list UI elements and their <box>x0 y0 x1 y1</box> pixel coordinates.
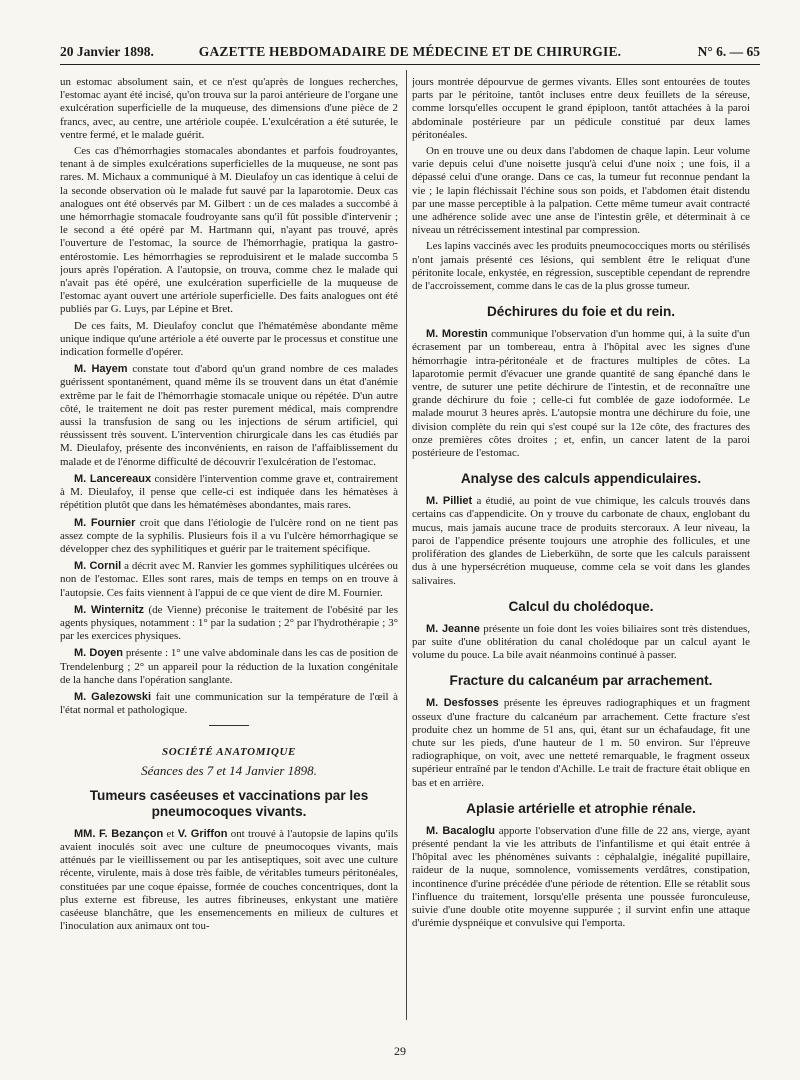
speaker-name: M. Hayem <box>74 363 128 376</box>
society-heading: SOCIÉTÉ ANATOMIQUE <box>162 746 296 759</box>
speaker-name: M. Pilliet <box>426 495 473 508</box>
section-heading-calcaneum: Fracture du calcanéum par arrachement. <box>449 673 713 689</box>
paragraph: Les lapins vaccinés avec les produits pneumococciques morts ou stérilisés n'ont jamais présenté ces lésions, qui semblent être le reliquat d'une péritonite locale, enkystée, en régression, susceptible cependant de reprendre de l'accroissement, comme dans le cas de la plus grosse tumeur. <box>412 240 750 293</box>
speaker-name: M. Desfosses <box>426 697 499 710</box>
speaker-paragraph-morestin <box>412 328 750 460</box>
speaker-text: présente un foie dont les voies biliaires sont très distendues, par suite d'une oblitération du canal cholédoque par un calcul ayant le volume du pouce. La bile avait néanmoins continué à passer. <box>412 622 750 662</box>
speaker-name: M. Bacaloglu <box>426 824 495 837</box>
speaker-text: fait une communication sur la température de l'œil à l'état normal et pathologique. <box>60 690 398 717</box>
speaker-text: ont trouvé à l'autopsie de lapins qu'ils avaient inoculés soit avec une culture de pneumocoques vivants, mais atténués par le vieillissement ou par les antiseptiques, soit avec une culture récente, virulente, mais à dose très faible, de véritables tumeurs péritonéales, constituées par une coque épaisse, formée de couches concentriques, dont la plus externe est fibreuse, les autres fibrineuses, enkystant une matière caséeuse blanchâtre, que les ensemencements en milieux de cultures et l'inoculation aux animaux ont tou- <box>60 827 398 933</box>
speaker-text: communique l'observation d'un homme qui, à la suite d'un écrasement par un tombereau, entra à l'hôpital avec les signes d'une hémorrhagie intra-péritonéale et de fractures multiples de côtes. La laparotomie permit d'évacuer une grande quantité de sang épanché dans le ventre, de suturer une petite déchirure de l'intestin, et de reconnaître une grande déchirure du foie ; celle-ci fut comblée de gaze iodoformée. Le malade mourut 3 heures après. L'autopsie montra une déchirure du foie, une division complète du rein qui s'est coupé sur la 12e côte, des fractures des onze premières côtes droites ; et, enfin, un cancer latent de la paroi postérieure de l'estomac. <box>412 328 750 460</box>
running-header <box>60 40 760 65</box>
speaker-name: M. Jeanne <box>426 622 480 635</box>
speaker-name: M. Lancereaux <box>74 472 152 485</box>
speaker-text: croit que dans l'étiologie de l'ulcère rond on ne tient pas assez compte de la syphilis. Plusieurs fois il a vu l'ulcère hémorrhagique se développer chez des syphilitiques et guérir par le traitement spécifique. <box>60 516 398 555</box>
speaker-name: V. Griffon <box>177 827 228 840</box>
speaker-text: considère l'intervention comme grave et, contrairement à M. Dieulafoy, il pense que celle-ci est indiquée dans les hématèses à répétition plutôt que dans les hématémèses abondantes, mais rares. <box>60 472 398 512</box>
speaker-text: constate tout d'abord qu'un grand nombre de ces malades guérissent spontanément, quand même ils se trouvent dans un état d'anémie extrême par le fait de l'hémorrhagie stomacale unique ou répétée. D'un autre côté, le traitement ne doit pas rester purement médical, mais comprendre aussi la transfusion de sang ou les injections de sérum artificiel, qui réussissent très souvent. L'intervention chirurgicale dans les cas étudiés par M. Dieulafoy, présente des inconvénients, en raison de l'affaiblissement du malade et de l'énorme difficulté de découvrir l'exulcération de l'estomac. <box>60 363 398 468</box>
speaker-paragraph-hayem <box>60 363 398 469</box>
speaker-name: MM. F. Bezançon <box>74 827 164 840</box>
speaker-paragraph-lancereaux <box>60 473 398 513</box>
speaker-paragraph-desfosses <box>412 697 750 789</box>
speaker-text: (de Vienne) préconise le traitement de l'obésité par les agents physiques, notamment : 1° par la sudation ; 2° par l'hydrothérapie ; 3° par les exercices physiques. <box>60 603 398 643</box>
paragraph: un estomac absolument sain, et ce n'est qu'après de longues recherches, l'estomac ayant été incisé, qu'on trouva sur la paroi antérieure de l'organe une exulcération superficielle de la muqueuse, des dimensions d'une pièce de 2 francs, avec, au centre, une artériole coupée. L'exulcération a été suturée, le ventre fermé, et le malade guérit. <box>60 76 398 141</box>
speaker-text: présente les épreuves radiographiques et un fragment osseux d'une fracture du calcanéum par arrachement. Cette fracture s'est produite chez un homme de 51 ans, qui, étant sur un échafaudage, fit une chute sur les pieds, d'une hauteur de 1 m. 50 environ. Sur l'épreuve radiographique, on voit, avec une netteté remarquable, le fragment osseux supérieur entraîné par le tendon d'Achille. Le trait de fracture était oblique en bas et en arrière. <box>412 697 750 789</box>
header-date: 20 Janvier 1898. <box>60 44 154 59</box>
section-heading-aplasie: Aplasie artérielle et atrophie rénale. <box>466 800 696 816</box>
speaker-name: M. Cornil <box>74 560 122 573</box>
paragraph: Ces cas d'hémorrhagies stomacales abondantes et parfois foudroyantes, tenant à de simples exulcérations superficielles de la muqueuse, ne sont pas rares. M. Michaux a communiqué à M. Dieulafoy un cas identique à celui de la seconde observation où le malade fut sauvé par la laparotomie. Deux cas analogues ont été observés par M. Gilbert : un de ces malades a succombé à une hémorrhagie stomacale foudroyante sans qu'il fût possible d'intervenir ; le second a été opéré par M. Hartmann qui, n'ayant pas trouvé, après l'ouverture de l'estomac, la source de l'hémorrhagie, pratiqua la gastro-entérostomie. Les hémorrhagies se reproduisirent et le malade succomba 5 jours après l'opération. A l'autopsie, on trouva, comme chez le malade qui n'avait pas été opéré, une exulcération superficielle de la muqueuse de l'estomac ayant ouvert une artériole superficielle. Des faits analogues ont été publiés par G. Luys, par Lépine et Bret. <box>60 145 398 316</box>
speaker-paragraph-bacaloglu <box>412 825 750 931</box>
speaker-paragraph-galezowski <box>60 691 398 717</box>
section-heading-foie: Déchirures du foie et du rein. <box>486 304 676 320</box>
speaker-name: M. Doyen <box>74 647 124 660</box>
speaker-name: M. Galezowski <box>74 690 152 703</box>
paragraph: De ces faits, M. Dieulafoy conclut que l'hématémèse abondante même unique indique qu'une artériole a été ouverte par le processus et constitue une indication formelle d'opérer. <box>60 319 398 359</box>
speaker-connector: et <box>163 827 178 840</box>
speaker-paragraph-winternitz <box>60 604 398 644</box>
header-page-number: N° 6. — 65 <box>697 44 760 59</box>
section-heading-tumeurs: Tumeurs caséeuses et vaccinations par les pneumocoques vivants. <box>89 787 369 819</box>
speaker-paragraph-pilliet <box>412 495 750 587</box>
speaker-paragraph-bezancon-griffon <box>60 828 398 934</box>
speaker-text: apporte l'observation d'une fille de 22 ans, vierge, ayant présenté pendant la vie les attributs de l'infantilisme et qui était entrée à l'hôpital avec les phénomènes suivants : céphalalgie, inégalité pupillaire, raideur de la nuque, somnolence, vomissements verdâtres, constipation, incontinence d'urine précédée d'une période de rétention. Elle se rétablit sous l'influence du traitement, lorsqu'elle présenta une poussée furonculeuse, suivie d'une double otite moyenne suppurée ; il survint enfin une attaque d'urémie dyspnéique et convulsive qui l'emporta. <box>412 824 750 930</box>
section-end-rule <box>209 725 249 726</box>
speaker-name: M. Winternitz <box>74 603 145 616</box>
speaker-text: a décrit avec M. Ranvier les gommes syphilitiques ulcérées ou non de l'estomac. Elles sont rares, mais de temps en temps on en trouve à l'autopsie. Ces faits viennent à l'appui de ce que vient de dire M. Fournier. <box>60 560 398 599</box>
speaker-paragraph-cornil <box>60 560 398 600</box>
speaker-text: présente : 1° une valve abdominale dans les cas de position de Trendelenburg ; 2° un appareil pour la réduction de la luxation congénitale de la hanche dans l'opération sanglante. <box>60 647 398 686</box>
left-column <box>60 76 398 1036</box>
speaker-name: M. Morestin <box>426 328 488 341</box>
speaker-paragraph-fournier <box>60 517 398 557</box>
session-dates: Séances des 7 et 14 Janvier 1898. <box>141 762 317 778</box>
paragraph: jours montrée dépourvue de germes vivants. Elles sont entourées de toutes parts par le péritoine, tantôt incluses entre deux feuillets de la séreuse, comme lorsqu'elles occupent le grand épiploon, tantôt attachées à la paroi abdominale postérieure par un pédicule constitué par deux lames péritonéales. <box>412 76 750 141</box>
column-divider <box>406 70 407 1020</box>
speaker-name: M. Fournier <box>74 516 136 529</box>
section-heading-calculs: Analyse des calculs appendiculaires. <box>460 471 702 487</box>
speaker-text: a étudié, au point de vue chimique, les calculs trouvés dans certains cas d'appendicite. On y trouve du carbonate de chaux, englobant du mucus, mais jamais aucune trace de produits stercoraux. A leur niveau, la paroi de l'appendice présente toujours une atrophie des follicules, et une prolifération des glandes de Lieberkühn, de sorte que les calculs paraissent dus à une hypersécrétion muqueuse, comme cela se voit dans les glandes salivaires. <box>412 495 750 587</box>
page-folio: 29 <box>394 1044 406 1058</box>
speaker-paragraph-jeanne <box>412 623 750 663</box>
right-column <box>412 76 750 1036</box>
journal-title: GAZETTE HEBDOMADAIRE DE MÉDECINE ET DE CHIRURGIE. <box>198 44 622 59</box>
paragraph: On en trouve une ou deux dans l'abdomen de chaque lapin. Leur volume varie depuis celui d'une noisette jusqu'à celui d'une noix ; une fois, il a dépassé celui d'une orange. Dans ce cas, la tumeur fut reconnue pendant la vie ; le lapin fléchissait l'échine sous son poids, et l'abdomen était distendu par une masse perceptible à la palpation. Cette même tumeur avait contracté une adhérence solide avec une anse de l'intestin grêle, et déterminait à ce niveau un rétrécissement intestinal par compression. <box>412 145 750 237</box>
section-heading-choledoque: Calcul du cholédoque. <box>508 598 654 614</box>
speaker-paragraph-doyen <box>60 647 398 687</box>
